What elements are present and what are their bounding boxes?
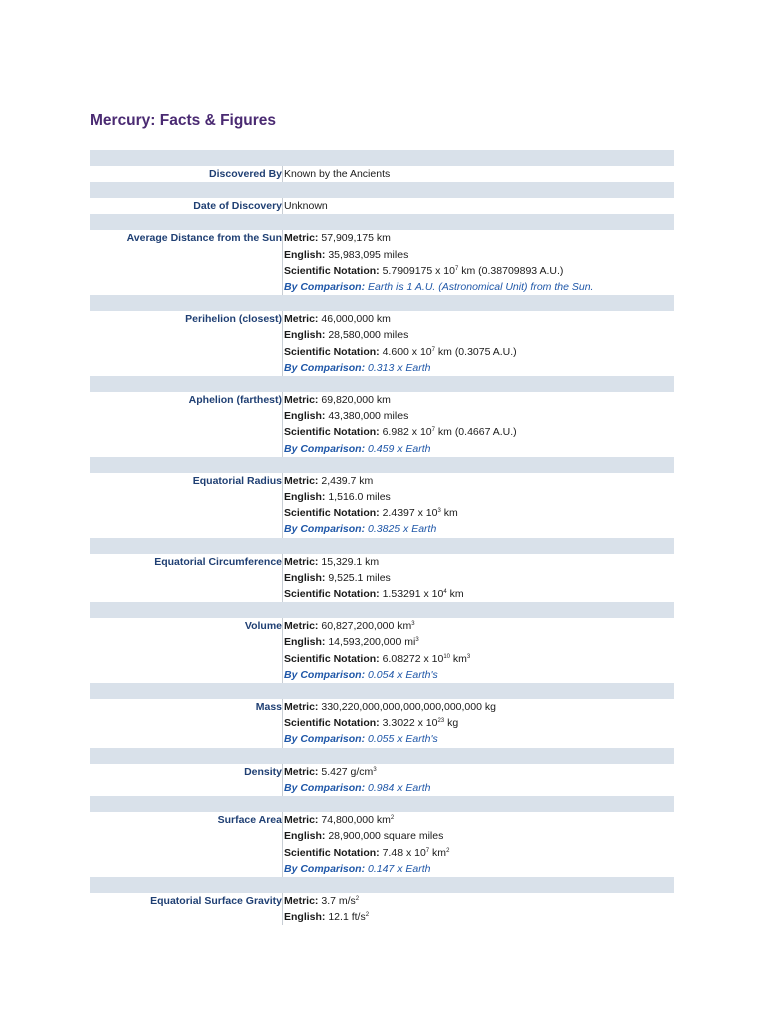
value-line xyxy=(284,230,593,246)
value-line xyxy=(284,570,464,586)
fact-label: Average Distance from the Sun xyxy=(126,232,282,245)
fact-label: Density xyxy=(244,765,282,778)
value-key: English: xyxy=(284,329,326,342)
fact-values xyxy=(282,311,517,376)
value-text: 0.459 x Earth xyxy=(368,442,431,455)
value-line xyxy=(284,505,458,521)
exponent: 7 xyxy=(431,346,435,353)
fact-row xyxy=(90,392,674,457)
fact-values xyxy=(282,893,369,925)
fact-label: Aphelion (farthest) xyxy=(188,394,282,407)
value-key: By Comparison: xyxy=(284,781,366,794)
value-text: 69,820,000 km xyxy=(321,394,391,407)
value-key: Metric: xyxy=(284,765,319,778)
value-text: 43,380,000 miles xyxy=(328,410,409,423)
fact-row xyxy=(90,699,674,748)
fact-values xyxy=(282,198,328,214)
value-key: By Comparison: xyxy=(284,862,366,875)
value-key: Metric: xyxy=(284,814,319,827)
value-line xyxy=(284,554,464,570)
comparison-line xyxy=(284,731,496,747)
value-key: Metric: xyxy=(284,555,319,568)
value-text: 0.147 x Earth xyxy=(368,862,431,875)
value-key: Metric: xyxy=(284,232,319,245)
fact-label: Discovered By xyxy=(209,168,282,180)
value-line xyxy=(284,392,517,408)
row-separator xyxy=(90,796,674,812)
row-separator xyxy=(90,683,674,699)
fact-values xyxy=(282,166,390,182)
fact-values xyxy=(282,764,430,796)
comparison-line xyxy=(284,861,449,877)
value-line xyxy=(284,909,369,925)
fact-row xyxy=(90,311,674,376)
fact-label: Equatorial Circumference xyxy=(154,555,282,568)
value-line xyxy=(284,699,496,715)
value-key: Scientific Notation: xyxy=(284,846,380,859)
value-text: Known by the Ancients xyxy=(284,168,391,180)
fact-label: Equatorial Surface Gravity xyxy=(150,894,282,907)
value-unit: km (0.38709893 A.U.) xyxy=(458,264,564,277)
value-text: 0.313 x Earth xyxy=(368,361,431,374)
value-key: Metric: xyxy=(284,394,319,407)
value-text: 330,220,000,000,000,000,000,000 kg xyxy=(321,701,496,714)
value-line xyxy=(284,651,470,667)
exponent: 7 xyxy=(425,847,430,854)
exponent: 3 xyxy=(466,653,471,660)
value-text: 0.3825 x Earth xyxy=(368,523,437,536)
value-key: English: xyxy=(284,571,326,584)
fact-values xyxy=(282,812,449,877)
value-key: By Comparison: xyxy=(284,523,366,536)
fact-values xyxy=(282,230,593,295)
value-line xyxy=(284,845,449,861)
value-line xyxy=(284,812,449,828)
value-unit: km (0.3075 A.U.) xyxy=(434,345,517,358)
exponent: 2 xyxy=(446,847,450,854)
fact-label: Perihelion (closest) xyxy=(185,313,282,326)
value-unit: km xyxy=(429,846,447,859)
value-text: 35,983,095 miles xyxy=(328,248,409,261)
value-text: 15,329.1 km xyxy=(321,555,380,568)
fact-row xyxy=(90,166,674,182)
value-line xyxy=(284,247,593,263)
row-separator xyxy=(90,376,674,392)
fact-row xyxy=(90,473,674,538)
value-key: Scientific Notation: xyxy=(284,426,380,439)
fact-row xyxy=(90,230,674,295)
row-separator xyxy=(90,150,674,166)
fact-row xyxy=(90,812,674,877)
value-unit: km xyxy=(440,507,458,520)
value-text: 1.53291 x 10 xyxy=(382,588,444,601)
row-separator xyxy=(90,214,674,230)
value-text: 28,580,000 miles xyxy=(328,329,409,342)
comparison-line xyxy=(284,780,430,796)
value-key: By Comparison: xyxy=(284,442,366,455)
fact-values xyxy=(282,554,464,603)
value-text: Unknown xyxy=(284,200,328,213)
value-text: 74,800,000 km xyxy=(321,814,391,827)
exponent: 3 xyxy=(437,508,441,515)
value-key: English: xyxy=(284,636,326,649)
exponent: 7 xyxy=(455,265,459,272)
value-text: 0.984 x Earth xyxy=(368,781,431,794)
value-text: 6.982 x 10 xyxy=(382,426,432,439)
value-key: Scientific Notation: xyxy=(284,652,380,665)
row-separator xyxy=(90,748,674,764)
value-text: 2,439.7 km xyxy=(321,474,374,487)
value-line xyxy=(284,634,470,650)
fact-label: Volume xyxy=(244,620,282,633)
comparison-line xyxy=(284,441,517,457)
value-text: 1,516.0 miles xyxy=(328,491,391,504)
value-text: 12.1 ft/s xyxy=(328,911,366,924)
exponent: 2 xyxy=(390,815,395,822)
value-text: 3.3022 x 10 xyxy=(382,717,438,730)
value-text: Earth is 1 A.U. (Astronomical Unit) from the Sun. xyxy=(368,281,594,294)
value-line xyxy=(284,263,593,279)
comparison-line xyxy=(284,360,517,376)
value-text: 6.08272 x 10 xyxy=(382,652,444,665)
exponent: 3 xyxy=(411,621,415,628)
exponent: 3 xyxy=(415,637,419,644)
fact-row xyxy=(90,764,674,796)
fact-label: Mass xyxy=(255,701,282,714)
value-unit: km xyxy=(446,588,464,601)
value-key: English: xyxy=(284,491,326,504)
value-key: English: xyxy=(284,830,326,843)
value-key: Scientific Notation: xyxy=(284,717,380,730)
row-separator xyxy=(90,538,674,554)
fact-row xyxy=(90,893,674,925)
value-text: 2.4397 x 10 xyxy=(382,507,438,520)
value-line xyxy=(284,473,458,489)
value-text: 14,593,200,000 mi xyxy=(328,636,416,649)
value-unit: km xyxy=(450,652,467,665)
value-key: English: xyxy=(284,248,326,261)
value-line xyxy=(284,893,369,909)
value-key: Metric: xyxy=(284,701,319,714)
value-key: Metric: xyxy=(284,313,319,326)
page-title: Mercury: Facts & Figures xyxy=(90,112,277,129)
exponent: 2 xyxy=(355,895,360,902)
value-key: Metric: xyxy=(284,620,319,633)
fact-row xyxy=(90,198,674,214)
value-unit: km (0.4667 A.U.) xyxy=(434,426,517,439)
value-key: By Comparison: xyxy=(284,733,366,746)
value-text: 0.054 x Earth's xyxy=(368,668,438,681)
exponent: 23 xyxy=(437,718,445,725)
fact-values xyxy=(282,473,458,538)
comparison-line xyxy=(284,521,458,537)
value-text: 0.055 x Earth's xyxy=(368,733,438,746)
value-line xyxy=(284,166,390,182)
value-unit: kg xyxy=(444,717,459,730)
value-text: 46,000,000 km xyxy=(321,313,391,326)
value-line xyxy=(284,424,517,440)
fact-values xyxy=(282,699,496,748)
row-separator xyxy=(90,877,674,893)
value-key: Scientific Notation: xyxy=(284,588,380,601)
row-separator xyxy=(90,602,674,618)
value-key: Metric: xyxy=(284,474,319,487)
value-line xyxy=(284,327,517,343)
value-line xyxy=(284,489,458,505)
row-separator xyxy=(90,457,674,473)
fact-label: Surface Area xyxy=(217,814,282,827)
value-key: Scientific Notation: xyxy=(284,507,380,520)
exponent: 2 xyxy=(365,912,370,919)
value-key: By Comparison: xyxy=(284,361,366,374)
value-line xyxy=(284,586,464,602)
value-line xyxy=(284,344,517,360)
facts-table xyxy=(90,150,674,925)
value-key: Scientific Notation: xyxy=(284,345,380,358)
value-line xyxy=(284,764,430,780)
value-line xyxy=(284,311,517,327)
exponent: 4 xyxy=(443,589,447,596)
value-text: 9,525.1 miles xyxy=(328,571,391,584)
value-key: English: xyxy=(284,911,326,924)
value-text: 3.7 m/s xyxy=(321,894,356,907)
exponent: 7 xyxy=(431,427,435,434)
fact-label: Date of Discovery xyxy=(193,200,282,213)
value-key: By Comparison: xyxy=(284,668,366,681)
value-text: 5.427 g/cm xyxy=(321,765,374,778)
value-line xyxy=(284,618,470,634)
comparison-line xyxy=(284,667,470,683)
row-separator xyxy=(90,182,674,198)
value-line xyxy=(284,198,328,214)
comparison-line xyxy=(284,279,593,295)
exponent: 10 xyxy=(443,653,450,660)
value-key: Metric: xyxy=(284,894,319,907)
fact-label: Equatorial Radius xyxy=(192,474,282,487)
fact-row xyxy=(90,554,674,603)
value-text: 5.7909175 x 10 xyxy=(382,264,455,277)
value-text: 57,909,175 km xyxy=(321,232,391,245)
fact-values xyxy=(282,392,517,457)
value-line xyxy=(284,828,449,844)
value-text: 28,900,000 square miles xyxy=(328,830,444,843)
value-line xyxy=(284,408,517,424)
value-key: English: xyxy=(284,410,326,423)
fact-row xyxy=(90,618,674,683)
value-key: Scientific Notation: xyxy=(284,264,380,277)
exponent: 3 xyxy=(373,766,377,773)
fact-values xyxy=(282,618,470,683)
value-text: 60,827,200,000 km xyxy=(321,620,412,633)
value-text: 7.48 x 10 xyxy=(382,846,426,859)
value-line xyxy=(284,715,496,731)
value-text: 4.600 x 10 xyxy=(382,345,432,358)
row-separator xyxy=(90,295,674,311)
value-key: By Comparison: xyxy=(284,281,366,294)
